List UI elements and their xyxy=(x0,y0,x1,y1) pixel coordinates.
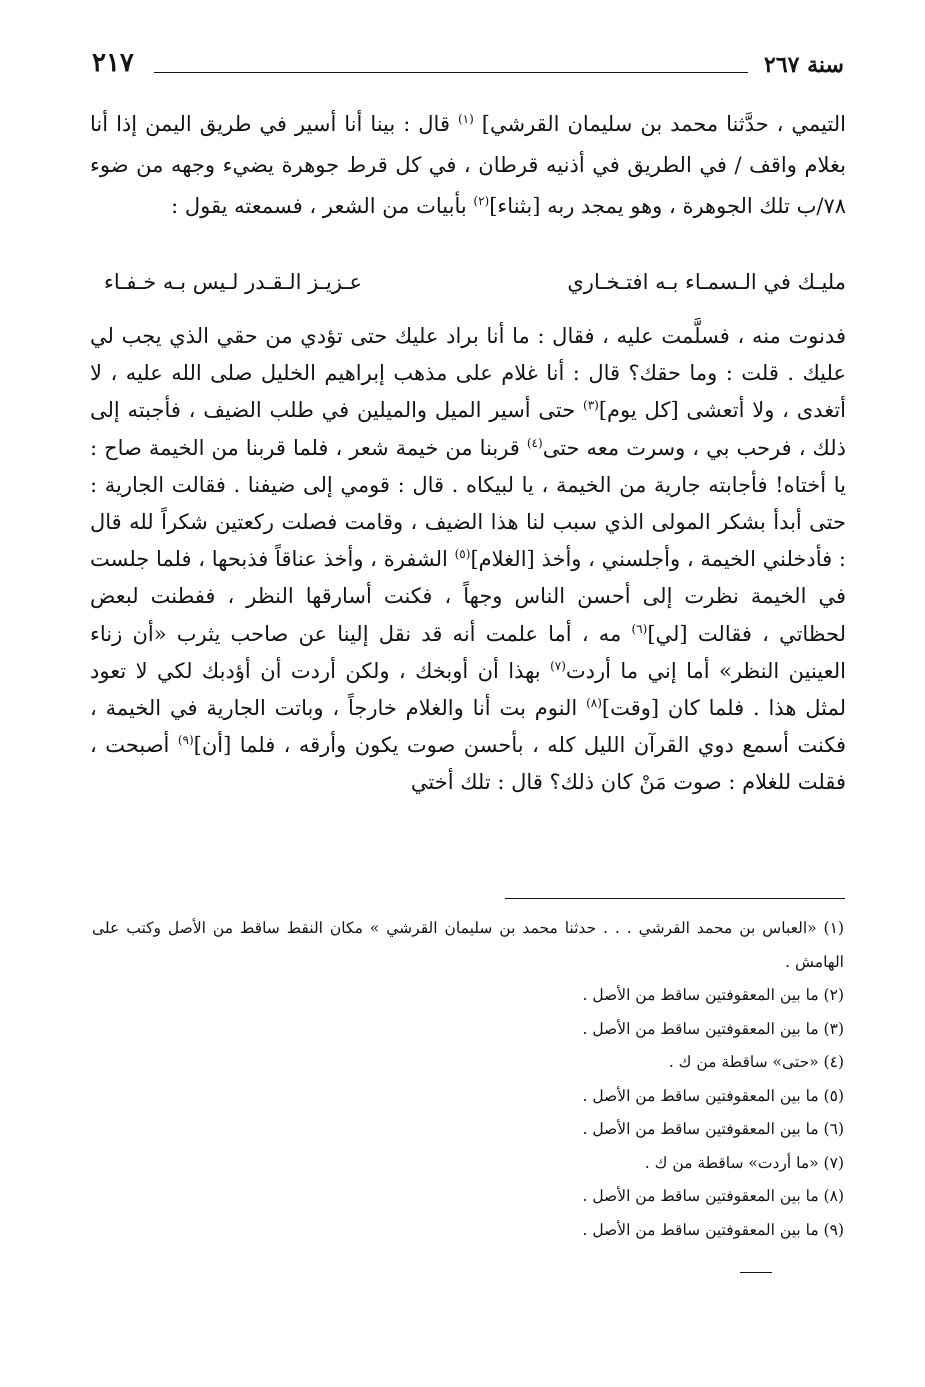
footnote-ref-7[interactable]: (٧) xyxy=(550,658,566,673)
narrative-s1: فدنوت منه ، فسلَّمت عليه ، فقال : ما أنا براد عليك حتى تؤدي من حقي الذي يجب لي عليك . قلت : وما حقك؟ قال : أنا غلام على مذهب إبراهيم الخليل صلى الله عليه ، لا أتغدى ، ولا أتعشى [كل يوم] xyxy=(90,324,846,423)
narrative-s6: بهذا أن أوبخك ، ولكن أردت أن أؤدبك لكي لا تعود لمثل هذا . فلما كان [وقت] xyxy=(90,658,847,721)
footnote-ref-3[interactable]: (٣) xyxy=(583,398,599,413)
footnote-ref-5[interactable]: (٥) xyxy=(454,547,471,562)
footnote-ref-8[interactable]: (٨) xyxy=(586,696,602,711)
footnote-separator xyxy=(505,898,845,899)
intro-text-c: بأبيات من الشعر ، فسمعته يقول : xyxy=(171,194,474,218)
page-number: ٢١٧ xyxy=(92,48,134,78)
verse-first-hemistich: مليـك في الـسمـاء بـه افتـخـاري xyxy=(567,270,846,294)
footnote-ref-6[interactable]: (٦) xyxy=(631,621,648,636)
running-header xyxy=(92,48,844,92)
intro-text-b: قال : بينا أنا أسير في طريق اليمن إذا أنا بغلام واقف / في الطريق في أذنيه قرطان ، في كل قرط جوهرة يضيء وجهه من ضوء ٧٨/ب تلك الجوهرة ، وهو يمجد ربه [بثناء] xyxy=(90,112,846,218)
intro-paragraph xyxy=(90,104,846,227)
footnote-ref-2[interactable]: (٢) xyxy=(473,194,490,208)
footnote-ref-4[interactable]: (٤) xyxy=(526,435,543,450)
narrative-s4: الشفرة ، وأخذ عناقاً فذبحها ، فلما جلست في الخيمة نظرت إلى أحسن الناس وجهاً ، فكنت أسارقها النظر ، ففطنت لبعض لحظاتي ، فقالت [لي] xyxy=(90,547,846,646)
footnote-2: (٢) ما بين المعقوفتين ساقط من الأصل . xyxy=(582,986,844,1004)
footnote-8: (٨) ما بين المعقوفتين ساقط من الأصل . xyxy=(582,1187,844,1205)
running-head-year: سنة ٢٦٧ xyxy=(764,52,844,78)
footnote-ref-9[interactable]: (٩) xyxy=(177,733,194,748)
footnote-ref-1[interactable]: (١) xyxy=(457,112,474,126)
end-rule xyxy=(740,1272,772,1273)
narrative-paragraph xyxy=(90,318,846,802)
footnote-7: (٧) «ما أردت» ساقطة من ك . xyxy=(644,1153,844,1172)
poem-verse xyxy=(96,262,846,306)
footnote-3: (٣) ما بين المعقوفتين ساقط من الأصل . xyxy=(582,1019,844,1038)
footnotes xyxy=(92,912,844,1247)
footnote-5: (٥) ما بين المعقوفتين ساقط من الأصل . xyxy=(582,1086,844,1105)
footnote-9: (٩) ما بين المعقوفتين ساقط من الأصل . xyxy=(582,1220,844,1239)
narrative-s2: حتى أسير الميل والميلين في طلب الضيف ، فأجبته إلى ذلك ، فرحب بي ، وسرت معه حتى xyxy=(90,398,846,460)
verse-second-hemistich: عـزيـز الـقـدر لـيس بـه خـفـاء xyxy=(104,270,362,294)
footnote-4: (٤) «حتى» ساقطة من ك . xyxy=(668,1053,844,1071)
narrative-s3: قربنا من خيمة شعر ، فلما قربنا من الخيمة صاح : يا أختاه! فأجابته جارية من الخيمة ، يا لبيكاه . قال : قومي إلى ضيفنا . فقالت الجارية : حتى أبدأ بشكر المولى الذي سبب لنا هذا الضيف ، وقامت فصلت ركعتين شكراً لله قال : فأدخلني الخيمة ، وأجلسني ، وأخذ [الغلام] xyxy=(90,435,846,572)
narrative-s5: مه ، أما علمت أنه قد نقل إلينا عن صاحب يثرب «أن زناء العينين النظر» أما إني ما أردت xyxy=(90,621,846,683)
narrative-s7: النوم بت أنا والغلام خارجاً ، وباتت الجارية في الخيمة ، فكنت أسمع دوي القرآن الليل كله ، بأحسن صوت يكون وأرقه ، فلما [أن] xyxy=(90,696,846,758)
footnote-1: (١) «العباس بن محمد القرشي . . . حدثنا محمد بن سليمان القرشي » مكان النقط ساقط من الأصل وكتب على الهامش . xyxy=(92,919,844,971)
header-rule xyxy=(154,72,748,73)
narrative-s8: أصبحت ، فقلت للغلام : صوت مَنْ كان ذلك؟ قال : تلك أختي xyxy=(90,733,846,795)
footnote-6: (٦) ما بين المعقوفتين ساقط من الأصل . xyxy=(582,1120,844,1138)
intro-text-a: التيمي ، حدَّثنا محمد بن سليمان القرشي] xyxy=(473,112,846,136)
